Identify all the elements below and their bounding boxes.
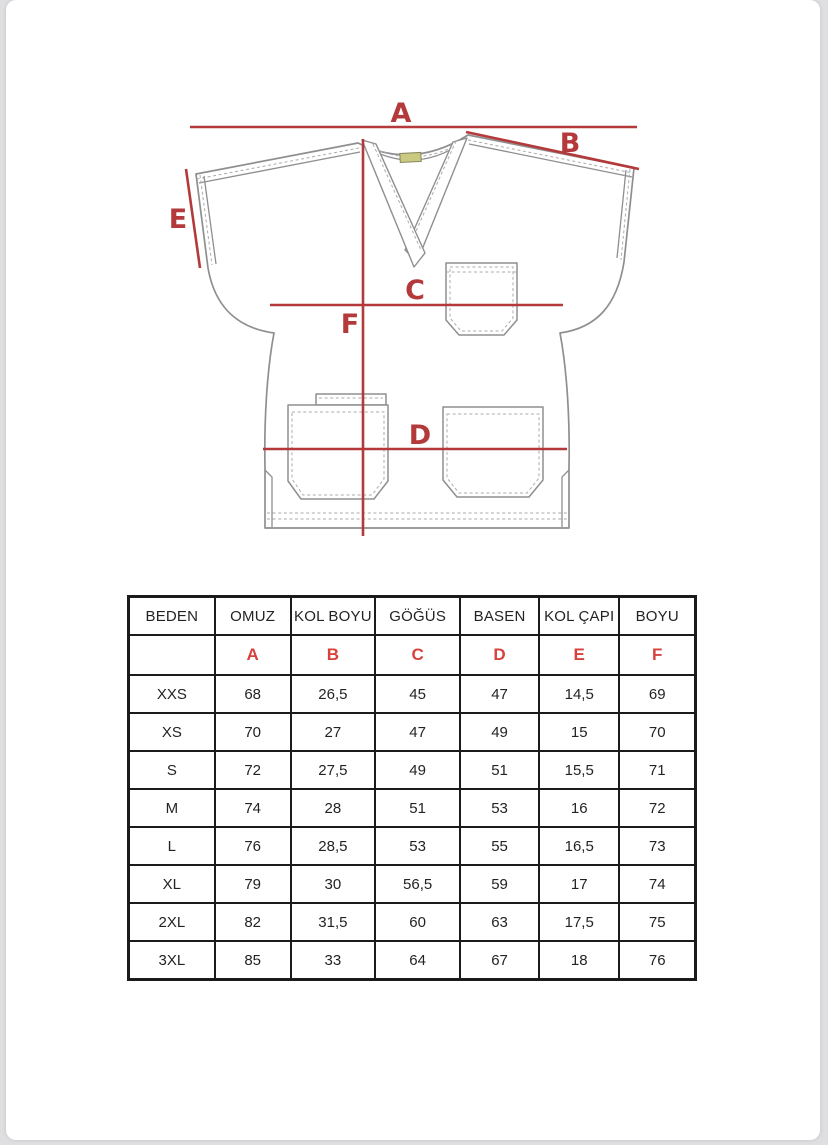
size-cell: M [129, 789, 215, 827]
table-letter-row [129, 635, 696, 675]
table-row [129, 751, 696, 789]
value-cell: 51 [460, 751, 539, 789]
value-cell: 68 [215, 675, 291, 713]
letter-cell-c: C [375, 635, 460, 675]
pen-pocket [316, 394, 386, 405]
column-header-gogus: GÖĞÜS [375, 597, 460, 636]
value-cell: 76 [619, 941, 695, 980]
value-cell: 73 [619, 827, 695, 865]
value-cell: 64 [375, 941, 460, 980]
chest-pocket [446, 263, 517, 335]
value-cell: 45 [375, 675, 460, 713]
value-cell: 47 [375, 713, 460, 751]
table-row [129, 713, 696, 751]
value-cell: 15,5 [539, 751, 620, 789]
value-cell: 27,5 [291, 751, 375, 789]
measurement-label-e: E [168, 204, 188, 235]
size-cell: S [129, 751, 215, 789]
value-cell: 55 [460, 827, 539, 865]
value-cell: 74 [215, 789, 291, 827]
measurement-label-d: D [408, 420, 432, 451]
value-cell: 47 [460, 675, 539, 713]
neck-label-tag [400, 152, 421, 162]
table-row [129, 865, 696, 903]
value-cell: 71 [619, 751, 695, 789]
value-cell: 30 [291, 865, 375, 903]
size-chart-table [127, 595, 697, 981]
value-cell: 70 [619, 713, 695, 751]
value-cell: 76 [215, 827, 291, 865]
size-cell: XS [129, 713, 215, 751]
letter-cell-b: B [291, 635, 375, 675]
measurement-label-b: B [559, 128, 581, 159]
value-cell: 26,5 [291, 675, 375, 713]
value-cell: 63 [460, 903, 539, 941]
garment-outline [196, 135, 634, 528]
measurement-label-c: C [405, 275, 425, 306]
table-header-row [129, 597, 696, 636]
table-row [129, 903, 696, 941]
column-header-kol-capi: KOL ÇAPI [539, 597, 620, 636]
table-row [129, 675, 696, 713]
size-cell: L [129, 827, 215, 865]
value-cell: 60 [375, 903, 460, 941]
measurement-label-a: A [390, 98, 412, 129]
value-cell: 74 [619, 865, 695, 903]
value-cell: 28 [291, 789, 375, 827]
letter-cell-d: D [460, 635, 539, 675]
value-cell: 85 [215, 941, 291, 980]
letter-cell-e: E [539, 635, 620, 675]
value-cell: 51 [375, 789, 460, 827]
left-lower-pocket [288, 405, 388, 499]
size-chart-card [6, 0, 820, 1140]
value-cell: 14,5 [539, 675, 620, 713]
column-header-beden: BEDEN [129, 597, 215, 636]
value-cell: 49 [460, 713, 539, 751]
size-cell: 2XL [129, 903, 215, 941]
column-header-omuz: OMUZ [215, 597, 291, 636]
value-cell: 72 [619, 789, 695, 827]
value-cell: 75 [619, 903, 695, 941]
value-cell: 16,5 [539, 827, 620, 865]
size-cell: XXS [129, 675, 215, 713]
value-cell: 15 [539, 713, 620, 751]
value-cell: 56,5 [375, 865, 460, 903]
value-cell: 67 [460, 941, 539, 980]
value-cell: 17,5 [539, 903, 620, 941]
value-cell: 27 [291, 713, 375, 751]
measurement-label-f: F [340, 309, 360, 340]
value-cell: 16 [539, 789, 620, 827]
value-cell: 18 [539, 941, 620, 980]
column-header-kol-boyu: KOL BOYU [291, 597, 375, 636]
value-cell: 70 [215, 713, 291, 751]
size-cell: XL [129, 865, 215, 903]
value-cell: 49 [375, 751, 460, 789]
letter-cell-f: F [619, 635, 695, 675]
value-cell: 31,5 [291, 903, 375, 941]
right-lower-pocket [443, 407, 543, 497]
value-cell: 59 [460, 865, 539, 903]
value-cell: 33 [291, 941, 375, 980]
value-cell: 79 [215, 865, 291, 903]
letter-cell-a: A [215, 635, 291, 675]
size-cell: 3XL [129, 941, 215, 980]
value-cell: 53 [375, 827, 460, 865]
table-row [129, 941, 696, 980]
table-row [129, 789, 696, 827]
value-cell: 53 [460, 789, 539, 827]
letter-cell-blank [129, 635, 215, 675]
column-header-basen: BASEN [460, 597, 539, 636]
value-cell: 17 [539, 865, 620, 903]
value-cell: 82 [215, 903, 291, 941]
value-cell: 69 [619, 675, 695, 713]
table-row [129, 827, 696, 865]
column-header-boyu: BOYU [619, 597, 695, 636]
value-cell: 72 [215, 751, 291, 789]
value-cell: 28,5 [291, 827, 375, 865]
